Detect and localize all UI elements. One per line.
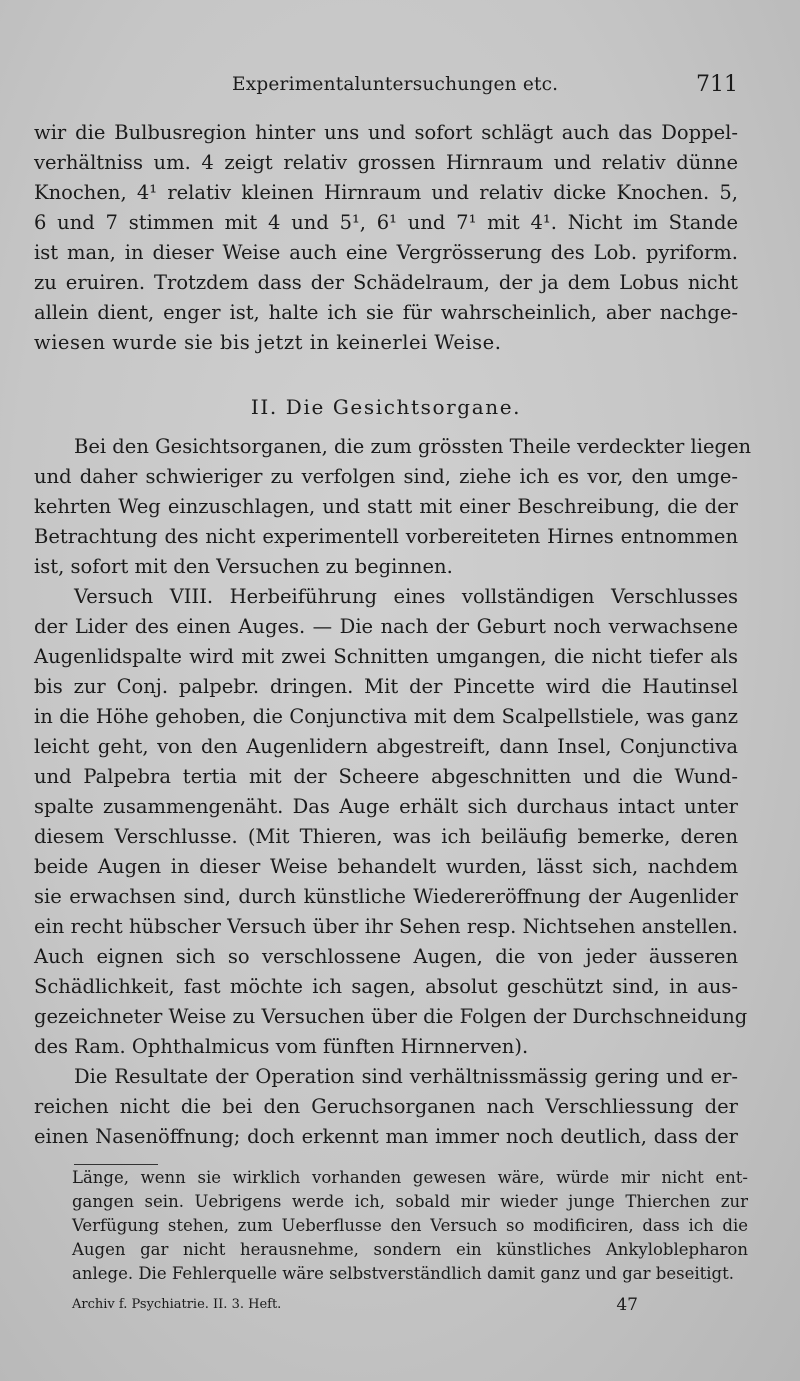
footnote-line: Verfügung stehen, zum Ueberflusse den Versuch so modificiren, dass ich die xyxy=(72,1216,748,1235)
text-line: wir die Bulbusregion hinter uns und sofort schlägt auch das Doppel- xyxy=(34,121,738,144)
text-line: Knochen, 4¹ relativ kleinen Hirnraum und relativ dicke Knochen. 5, xyxy=(34,181,738,204)
text-line: Schädlichkeit, fast möchte ich sagen, absolut geschützt sind, in aus- xyxy=(34,975,738,998)
text-line: allein dient, enger ist, halte ich sie für wahrscheinlich, aber nachge- xyxy=(34,301,738,324)
footnote-line: Augen gar nicht herausnehme, sondern ein künstliches Ankyloblepharon xyxy=(72,1240,748,1259)
text-line: Auch eignen sich so verschlossene Augen, die von jeder äusseren xyxy=(34,945,738,968)
text-line: in die Höhe gehoben, die Conjunctiva mit dem Scalpellstiele, was ganz xyxy=(34,705,738,728)
text-line: 6 und 7 stimmen mit 4 und 5¹, 6¹ und 7¹ mit 4¹. Nicht im Stande xyxy=(34,211,738,234)
footnote-line: gangen sein. Uebrigens werde ich, sobald mir wieder junge Thierchen zur xyxy=(72,1192,748,1211)
text-line: reichen nicht die bei den Geruchsorganen nach Verschliessung der xyxy=(34,1095,738,1118)
main-text xyxy=(34,118,752,1152)
text-line: diesem Verschlusse. (Mit Thieren, was ich beiläufig bemerke, deren xyxy=(34,825,738,848)
text-line: und daher schwieriger zu verfolgen sind, ziehe ich es vor, den umge- xyxy=(34,465,738,488)
sheet-signature-number: 47 xyxy=(616,1295,638,1315)
page-footer xyxy=(72,1293,638,1317)
text-line: wiesen wurde sie bis jetzt in keinerlei Weise. xyxy=(34,331,502,354)
text-line: bis zur Conj. palpebr. dringen. Mit der Pincette wird die Hautinsel xyxy=(34,675,738,698)
paragraph-start-line: Bei den Gesichtsorganen, die zum grössten Theile verdeckter liegen xyxy=(74,435,752,458)
text-line: leicht geht, von den Augenlidern abgestreift, dann Insel, Conjunctiva xyxy=(34,735,738,758)
text-line: Betrachtung des nicht experimentell vorbereiteten Hirnes entnommen xyxy=(34,525,738,548)
footnote-line: anlege. Die Fehlerquelle wäre selbstverständlich damit ganz und gar beseitigt. xyxy=(72,1264,734,1283)
text-line: Augenlidspalte wird mit zwei Schnitten umgangen, die nicht tiefer als xyxy=(34,645,738,668)
journal-reference: Archiv f. Psychiatrie. II. 3. Heft. xyxy=(72,1297,282,1312)
text-line: der Lider des einen Auges. — Die nach der Geburt noch verwachsene xyxy=(34,615,738,638)
text-line: einen Nasenöffnung; doch erkennt man immer noch deutlich, dass der xyxy=(34,1125,738,1148)
footnote-line: Länge, wenn sie wirklich vorhanden gewesen wäre, würde mir nicht ent- xyxy=(72,1168,748,1187)
page-number: 711 xyxy=(696,72,738,97)
text-line: kehrten Weg einzuschlagen, und statt mit einer Beschreibung, die der xyxy=(34,495,738,518)
text-line: verhältniss um. 4 zeigt relativ grossen Hirnraum und relativ dünne xyxy=(34,151,738,174)
text-line: zu eruiren. Trotzdem dass der Schädelraum, der ja dem Lobus nicht xyxy=(34,271,738,294)
text-line: des Ram. Ophthalmicus vom fünften Hirnnerven). xyxy=(34,1035,529,1058)
text-line: und Palpebra tertia mit der Scheere abgeschnitten und die Wund- xyxy=(34,765,738,788)
text-line: beide Augen in dieser Weise behandelt wurden, lässt sich, nachdem xyxy=(34,855,738,878)
section-heading: II. Die Gesichtsorgane. xyxy=(250,395,522,419)
text-line: sie erwachsen sind, durch künstliche Wiedereröffnung der Augenlider xyxy=(34,885,738,908)
text-line: gezeichneter Weise zu Versuchen über die Folgen der Durchschneidung xyxy=(34,1005,748,1028)
text-line: spalte zusammengenäht. Das Auge erhält sich durchaus intact unter xyxy=(34,795,738,818)
footnote-block xyxy=(72,1166,748,1286)
text-line: ein recht hübscher Versuch über ihr Sehen resp. Nichtsehen anstellen. xyxy=(34,915,738,938)
text-line: ist, sofort mit den Versuchen zu beginnen. xyxy=(34,555,453,578)
page-header xyxy=(34,72,738,102)
text-line: ist man, in dieser Weise auch eine Vergrösserung des Lob. pyriform. xyxy=(34,241,738,264)
footnote-divider xyxy=(74,1164,158,1165)
paragraph-start-line: Versuch VIII. Herbeiführung eines vollständigen Verschlusses xyxy=(74,585,738,608)
paragraph-start-line: Die Resultate der Operation sind verhältnissmässig gering und er- xyxy=(74,1065,738,1088)
running-title: Experimentaluntersuchungen etc. xyxy=(232,74,559,95)
